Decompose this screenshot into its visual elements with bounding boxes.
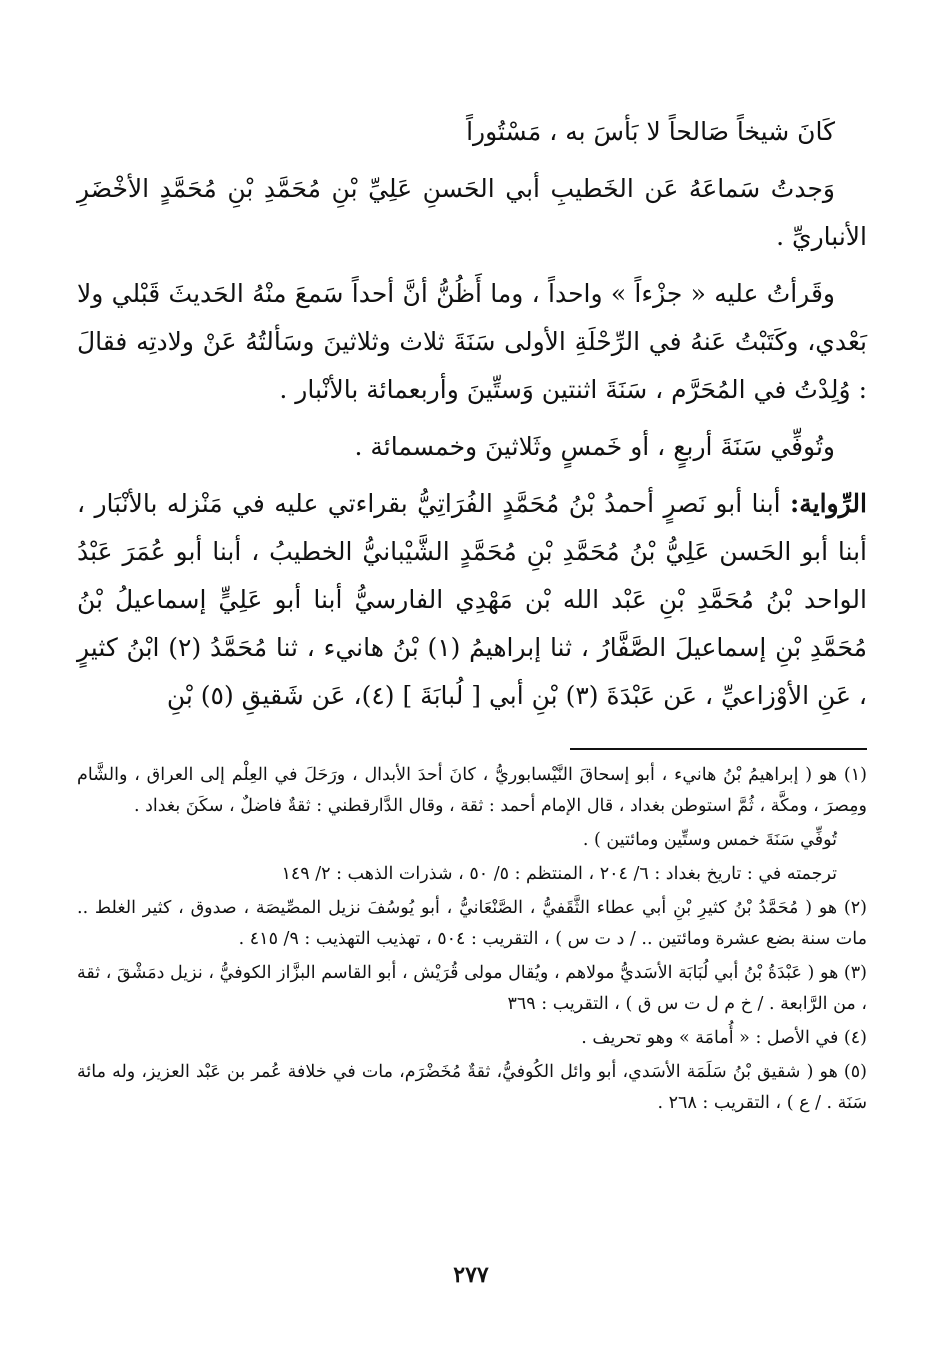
footnotes-section [77,760,867,1122]
paragraph-description: كَانَ شيخاً صَالحاً لا بَأسَ به ، مَسْتُوراً [466,117,835,146]
footnote-4: (٤) في الأصل : « أُمامَة » وهو تحريف . [581,1028,867,1048]
paragraph-sama: وَجدتُ سَماعَهُ عَن الخَطيبِ أبي الحَسنِ عَلِيِّ بْنِ مُحَمَّدِ بْنِ مُحَمَّدٍ الأخْضَرِ الأنباريِّ . [77,174,867,251]
footnote-2: (٢) هو ( مُحَمَّدُ بْنُ كثيرِ بْنِ أبي عطاء الثَّقَفيُّ ، الصَّنْعَانيُّ ، أبو يُوسُفَ نزيل المصِّيصَة ، صدوق ، كثير الغلط .. مات سنة بضع عشرة ومائتين .. / د ت س ) ، التقريب : ٥٠٤ ، تهذيب التهذيب : ٩/ ٤١٥ . [77,898,867,949]
paragraph-qiraa: وقَرأتُ عليه « جزْءاً » واحداً ، وما أَظُنُّ أنَّ أحداً سَمعَ منْهُ الحَديثَ قَبْلي ولا بَعْدي، وكَتَبْتُ عَنهُ في الرِّحْلَةِ الأولى سَنَةَ ثلاث وثلاثينَ وسَألتُهُ عَنْ ولادتِه فقالَ : وُلِدْتُ في المُحَرَّم ، سَنَةَ اثنتين وَستِّينَ وأربعمائة بالأنْبار . [77,279,867,404]
footnote-1: (١) هو ( إبراهيمُ بْنُ هانيء ، أبو إسحاقَ النَّيْسابوريُّ ، كانَ أحدَ الأبدال ، ورَحَلَ في العِلْم إلى العراق ، والشَّام ومِصرَ ، ومكَّة ، ثُمَّ استوطن بغداد ، قال الإمام أحمد : ثقة ، وقال الدَّارقطني : ثقةٌ فاضلٌ ، سكَنَ بغداد . [77,765,867,816]
footnote-3: (٣) هو ( عَبْدَةُ بْنُ أبي لُبَابَة الأسَديُّ مولاهم ، ويُقال مولى قُرَيْش ، أبو القاسم البزَّاز الكوفيُّ ، نزيل دمَشْقَ ، ثقة ، من الرَّابعة . / خ م ل ت س ق ) ، التقريب : ٣٦٩ [77,963,867,1014]
footnote-5: (٥) هو ( شقيق بْنُ سَلَمَة الأسَدي، أبو وائل الكُوفيُّ، ثقةٌ مُخَضْرَم، مات في خلافة عُمر بن عَبْد العزيز، وله مائة سَنَة . / ع ) ، التقريب : ٢٦٨ . [77,1062,867,1113]
main-body-text [77,108,867,729]
footnote-divider [570,748,867,750]
riwaya-text: أبنا أبو نَصرٍ أحمدُ بْنُ مُحَمَّدٍ الفُرَاتِيُّ بقراءتي عليه في مَنْزله بالأنْبَار ، أبنا أبو الحَسن عَلِيُّ بْنُ مُحَمَّدِ بْنِ مُحَمَّدٍ الشَّيْبانيُّ الخطيبُ ، أبنا أبو عُمَرَ عَبْدُ الواحد بْنُ مُحَمَّدِ بْنِ عَبْد الله بْن مَهْدِي الفارسيُّ أبنا أبو عَلِيٍّ إسماعيلُ بْنُ مُحَمَّدِ بْنِ إسماعيلَ الصَّفَّارُ ، ثنا إبراهيمُ (١) بْنُ هانيء ، ثنا مُحَمَّدُ (٢) ابْنُ كثيرٍ ، عَنِ الأوْزاعيِّ ، عَن عَبْدَةَ (٣) بْنِ أبي [ لُبابَةَ ] (٤)، عَن شَقيقِ (٥) بْنِ [77,489,867,710]
footnote-1-continuation: تُوفِّي سَنَةَ خمس وستِّين ومائتين ) . [582,830,837,850]
riwaya-label: الرِّواية: [790,489,867,518]
paragraph-riwaya [77,480,867,720]
page-number: ٢٧٧ [453,1262,489,1288]
footnote-1-sources: ترجمته في : تاريخ بغداد : ٦/ ٢٠٤ ، المنتظم : ٥/ ٥٠ ، شذرات الذهب : ٢/ ١٤٩ [281,864,837,884]
paragraph-wafat: وتُوفِّي سَنَةَ أربعٍ ، أو خَمسٍ وثَلاثينَ وخمسمائة . [354,432,835,461]
